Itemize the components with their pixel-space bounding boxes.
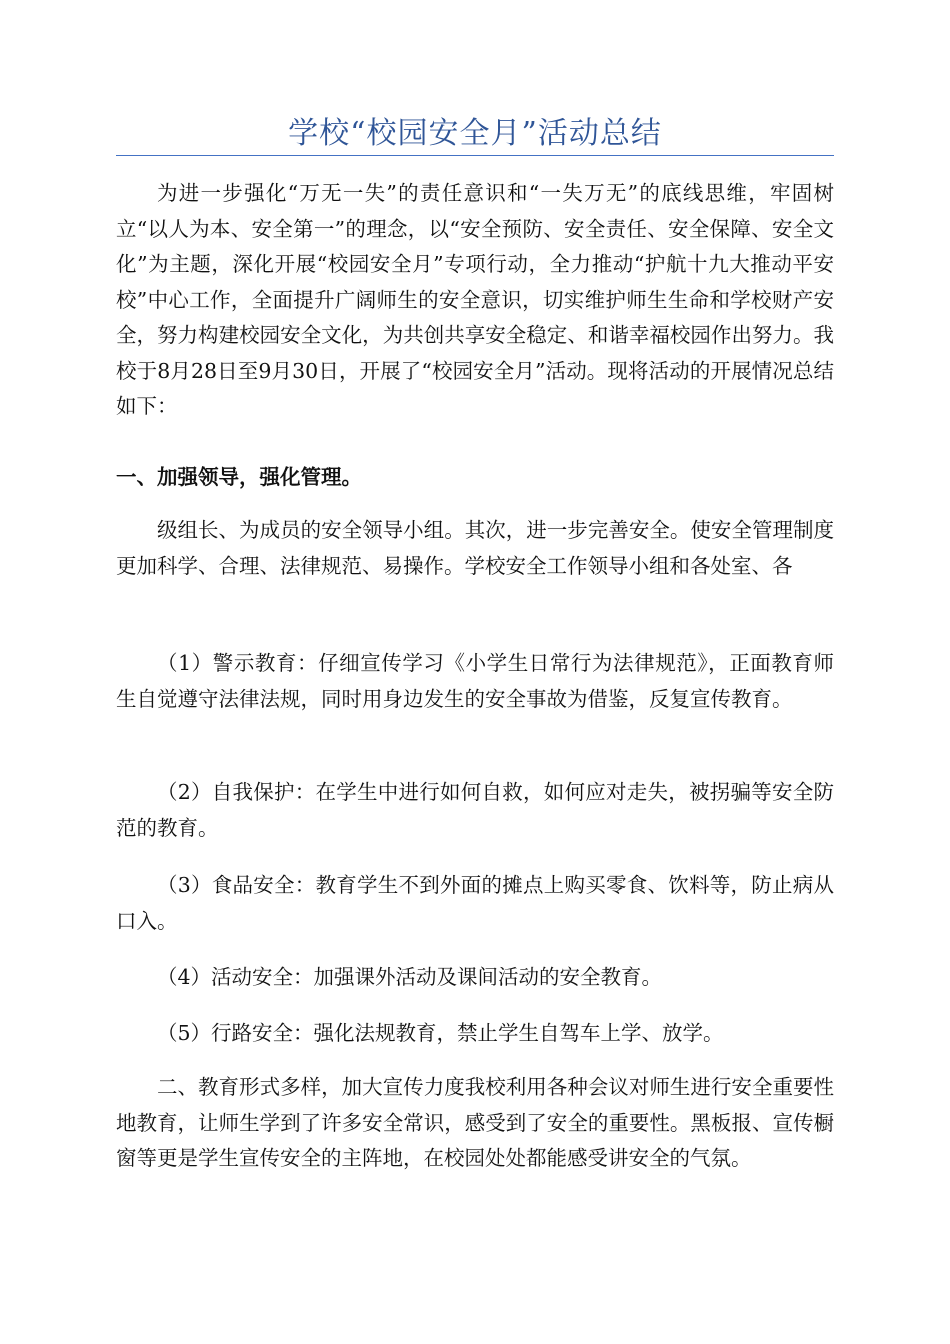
item-1-paragraph: （1）警示教育：仔细宣传学习《小学生日常行为法律规范》，正面教育师生自觉遵守法律法规，同时用身边发生的安全事故为借鉴，反复宣传教育。 <box>116 651 834 711</box>
item-5-paragraph: （5）行路安全：强化法规教育，禁止学生自驾车上学、放学。 <box>157 1021 724 1045</box>
section-2-paragraph: 二、教育形式多样，加大宣传力度我校利用各种会议对师生进行安全重要性地教育，让师生学到了许多安全常识，感受到了安全的重要性。黑板报、宣传橱窗等更是学生宣传安全的主阵地，在校园处处都能感受讲安全的气氛。 <box>116 1075 834 1170</box>
item-3-paragraph: （3）食品安全：教育学生不到外面的摊点上购买零食、饮料等，防止病从口入。 <box>116 873 834 933</box>
title-underline <box>116 155 834 156</box>
section-1-paragraph: 级组长、为成员的安全领导小组。其次，进一步完善安全。使安全管理制度更加科学、合理、法律规范、易操作。学校安全工作领导小组和各处室、各 <box>116 518 834 578</box>
item-4-paragraph: （4）活动安全：加强课外活动及课间活动的安全教育。 <box>157 965 663 989</box>
intro-paragraph: 为进一步强化“万无一失”的责任意识和“一失万无”的底线思维，牢固树立“以人为本、安全第一”的理念，以“安全预防、安全责任、安全保障、安全文化”为主题，深化开展“校园安全月”专项行动，全力推动“护航十九大推动平安校”中心工作，全面提升广阔师生的安全意识，切实维护师生生命和学校财产安全，努力构建校园安全文化，为共创共享安全稳定、和谐幸福校园作出努力。我校于8月28日至9月30日，开展了“校园安全月”活动。现将活动的开展情况总结如下： <box>116 181 834 418</box>
section-1-heading: 一、加强领导，强化管理。 <box>116 465 362 489</box>
item-2-paragraph: （2）自我保护：在学生中进行如何自救，如何应对走失，被拐骗等安全防范的教育。 <box>116 780 834 840</box>
document-title: 学校“校园安全月”活动总结 <box>288 116 662 151</box>
